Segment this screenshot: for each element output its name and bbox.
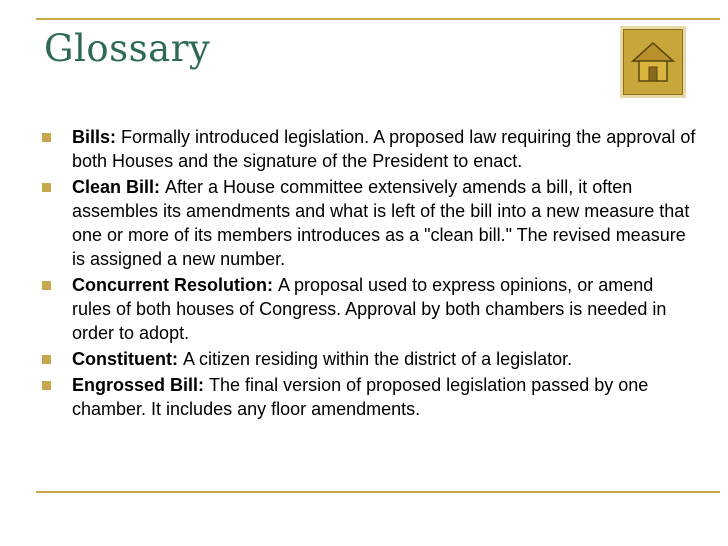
list-item — [36, 373, 696, 421]
glossary-term: Concurrent Resolution: — [72, 275, 278, 295]
bullet-icon — [42, 381, 51, 390]
bottom-divider — [36, 491, 720, 493]
glossary-list — [36, 125, 696, 423]
glossary-definition: After a House committee extensively amends a bill, it often assembles its amendments and what is left of the bill into a new measure that one or more of its members introduces as a "clean bill." The revised measure is assigned a new number. — [72, 177, 690, 269]
bullet-icon — [42, 281, 51, 290]
list-item — [36, 175, 696, 271]
page-title: Glossary — [44, 27, 211, 70]
glossary-definition: The final version of proposed legislation passed by one chamber. It includes any floor amendments. — [72, 375, 649, 419]
glossary-term: Clean Bill: — [72, 177, 166, 197]
home-icon — [631, 41, 675, 83]
bullet-icon — [42, 133, 51, 142]
list-item — [36, 273, 696, 345]
bullet-icon — [42, 355, 51, 364]
glossary-definition: A proposal used to express opinions, or amend rules of both houses of Congress. Approval by both chambers is needed in order to adopt. — [72, 275, 667, 343]
glossary-term: Bills: — [72, 127, 122, 147]
list-item — [36, 125, 696, 173]
glossary-term: Constituent: — [72, 349, 183, 369]
top-divider — [36, 18, 720, 20]
glossary-term: Engrossed Bill: — [72, 375, 210, 395]
glossary-definition: A citizen residing within the district of a legislator. — [182, 349, 573, 369]
list-item — [36, 347, 696, 371]
bullet-icon — [42, 183, 51, 192]
glossary-definition: Formally introduced legislation. A proposed law requiring the approval of both Houses and the signature of the President to enact. — [72, 127, 696, 171]
home-button[interactable] — [620, 26, 686, 98]
